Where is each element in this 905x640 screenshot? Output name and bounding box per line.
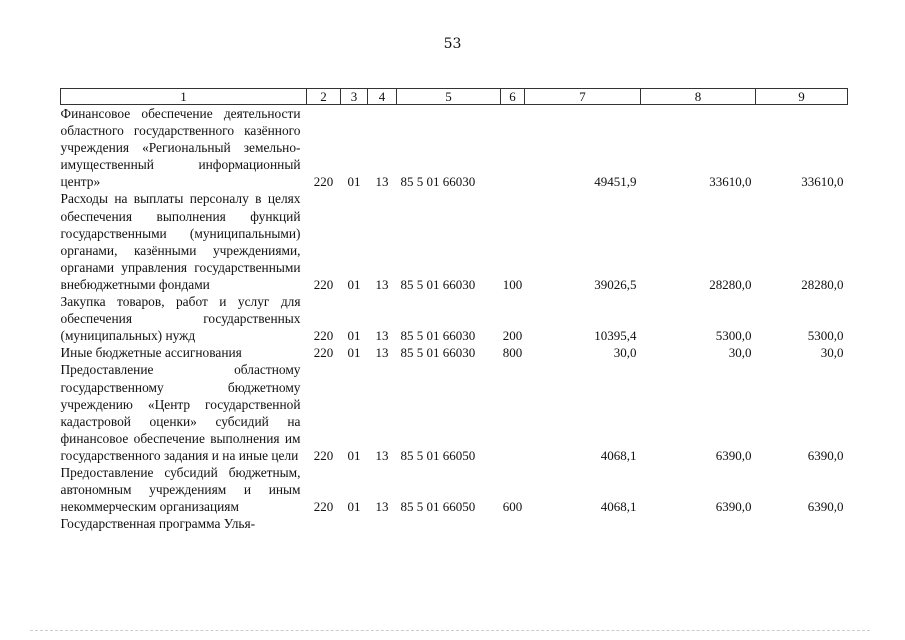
table-row (61, 361, 848, 464)
page-number: 53 (443, 36, 462, 52)
row-description: Финансовое обеспечение деятельности областного государственного казённого учреждения «Региональный земельно-имущественный информационный центр» (60, 106, 301, 190)
cell-c4: 13 (375, 345, 389, 361)
cell-c7: 4068,1 (600, 499, 637, 515)
scan-artifact-line (30, 630, 870, 631)
header-row (61, 89, 848, 105)
cell-c2: 220 (313, 276, 334, 292)
column-header: 3 (341, 89, 368, 105)
cell-c2: 220 (313, 447, 334, 463)
table-row (61, 190, 848, 293)
row-description: Предоставление субсидий бюджетным, автономным учреждениям и иным некоммерческим организациям (60, 464, 301, 515)
column-header: 8 (641, 89, 756, 105)
cell-c7: 39026,5 (594, 276, 637, 292)
cell-c9: 30,0 (820, 345, 844, 361)
cell-c5: 85 5 01 66050 (400, 499, 476, 515)
cell-c6 (501, 361, 525, 464)
cell-c2: 220 (313, 345, 334, 361)
cell-c3: 01 (347, 499, 361, 515)
cell-c8: 5300,0 (715, 328, 752, 344)
cell-c9 (756, 515, 848, 532)
row-description: Предоставление областному государственному бюджетному учреждению «Центр государственной кадастровой оценки» субсидий на финансовое обеспечение выполнения им государственного задания и на иные цели (60, 362, 301, 463)
cell-c3 (341, 515, 368, 532)
cell-c2 (307, 515, 341, 532)
table-row (61, 293, 848, 344)
cell-c2: 220 (313, 328, 334, 344)
cell-c5: 85 5 01 66030 (400, 174, 476, 190)
cell-c7: 49451,9 (594, 174, 637, 190)
budget-table (60, 88, 848, 532)
cell-c9: 33610,0 (801, 174, 844, 190)
cell-c6: 600 (502, 499, 523, 515)
cell-c9: 28280,0 (801, 276, 844, 292)
cell-c4: 13 (375, 174, 389, 190)
column-header: 7 (525, 89, 641, 105)
column-header: 5 (397, 89, 501, 105)
column-header: 2 (307, 89, 341, 105)
row-description: Расходы на выплаты персоналу в целях обеспечения выполнения функций государственными (муниципальными) органами, казёнными учреждениями, органами управления государственными внебюджетными фондами (60, 191, 301, 292)
column-header: 6 (501, 89, 525, 105)
cell-c2: 220 (313, 499, 334, 515)
cell-c6 (501, 515, 525, 532)
column-header: 4 (368, 89, 397, 105)
cell-c8: 30,0 (728, 345, 752, 361)
cell-c3: 01 (347, 328, 361, 344)
cell-c8: 6390,0 (715, 447, 752, 463)
cell-c4: 13 (375, 276, 389, 292)
table-row (61, 344, 848, 361)
table-row (61, 515, 848, 532)
cell-c2: 220 (313, 174, 334, 190)
cell-c3: 01 (347, 345, 361, 361)
cell-c9: 5300,0 (807, 328, 844, 344)
cell-c3: 01 (347, 447, 361, 463)
cell-c9: 6390,0 (807, 447, 844, 463)
cell-c3: 01 (347, 174, 361, 190)
cell-c6: 800 (502, 345, 523, 361)
cell-c8 (641, 515, 756, 532)
cell-c4 (368, 515, 397, 532)
cell-c5: 85 5 01 66030 (400, 276, 476, 292)
cell-c8: 28280,0 (709, 276, 752, 292)
cell-c6: 100 (502, 276, 523, 292)
cell-c8: 6390,0 (715, 499, 752, 515)
cell-c6: 200 (502, 328, 523, 344)
cell-c3: 01 (347, 276, 361, 292)
cell-c8: 33610,0 (709, 174, 752, 190)
cell-c9: 6390,0 (807, 499, 844, 515)
cell-c5 (397, 515, 501, 532)
table-row (61, 105, 848, 191)
cell-c7: 4068,1 (600, 447, 637, 463)
row-description: Закупка товаров, работ и услуг для обеспечения государственных (муниципальных) нужд (60, 294, 301, 344)
cell-c5: 85 5 01 66030 (400, 345, 476, 361)
cell-c7: 30,0 (613, 345, 637, 361)
column-header: 9 (756, 89, 848, 105)
row-description: Государственная программа Улья- (60, 516, 256, 532)
cell-c5: 85 5 01 66050 (400, 447, 476, 463)
cell-c4: 13 (375, 499, 389, 515)
table-row (61, 464, 848, 515)
cell-c5: 85 5 01 66030 (400, 328, 476, 344)
row-description: Иные бюджетные ассигнования (60, 345, 242, 361)
cell-c4: 13 (375, 328, 389, 344)
cell-c7 (525, 515, 641, 532)
cell-c7: 10395,4 (594, 328, 637, 344)
cell-c4: 13 (375, 447, 389, 463)
cell-c6 (501, 105, 525, 191)
column-header: 1 (61, 89, 307, 105)
